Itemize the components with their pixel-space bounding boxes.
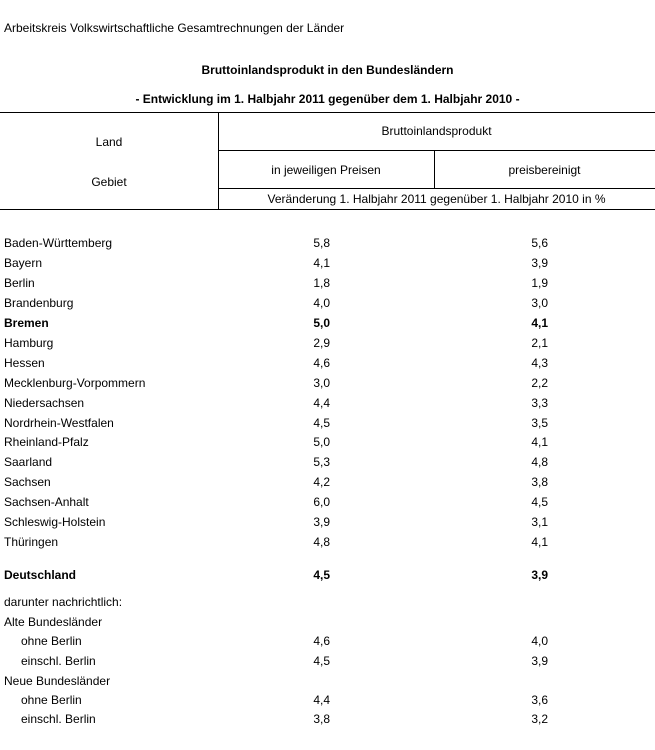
unit-row: Veränderung 1. Halbjahr 2011 gegenüber 1. Halbjahr 2010 in %	[267, 192, 606, 206]
value-real: 2,1	[531, 336, 548, 350]
row-label: Berlin	[4, 276, 35, 290]
table-row	[0, 475, 655, 494]
value-nominal: 4,5	[313, 654, 330, 668]
table-row	[0, 693, 655, 712]
value-real: 3,2	[531, 712, 548, 726]
table-row	[0, 276, 655, 295]
organisation-line: Arbeitskreis Volkswirtschaftliche Gesamtrechnungen der Länder	[4, 21, 345, 35]
row-label: Rheinland-Pfalz	[4, 435, 89, 449]
table-row	[0, 396, 655, 415]
value-nominal: 4,5	[313, 568, 330, 582]
value-real: 3,6	[531, 693, 548, 707]
row-label: Schleswig-Holstein	[4, 515, 106, 529]
col-header-real: preisbereinigt	[508, 163, 581, 177]
value-nominal: 5,3	[313, 455, 330, 469]
value-nominal: 4,1	[313, 256, 330, 270]
memo-label-row	[0, 595, 655, 614]
value-nominal: 6,0	[313, 495, 330, 509]
table-row-total	[0, 568, 655, 587]
value-real: 1,9	[531, 276, 548, 290]
value-real: 2,2	[531, 376, 548, 390]
value-nominal: 4,0	[313, 296, 330, 310]
value-nominal: 3,0	[313, 376, 330, 390]
row-label: Brandenburg	[4, 296, 74, 310]
value-nominal: 1,8	[313, 276, 330, 290]
col-header-gebiet: Gebiet	[91, 175, 127, 189]
value-real: 3,9	[531, 256, 548, 270]
value-nominal: 4,6	[313, 634, 330, 648]
value-nominal: 4,4	[313, 693, 330, 707]
table-title: Bruttoinlandsprodukt in den Bundesländern	[201, 63, 454, 77]
value-real: 3,5	[531, 416, 548, 430]
row-label: einschl. Berlin	[21, 712, 96, 726]
row-label: Sachsen	[4, 475, 51, 489]
value-nominal: 5,0	[313, 316, 330, 330]
header-unit-rule	[218, 188, 655, 189]
value-real: 4,1	[531, 435, 548, 449]
table-subtitle: - Entwicklung im 1. Halbjahr 2011 gegenüber dem 1. Halbjahr 2010 -	[135, 92, 520, 106]
value-nominal: 4,8	[313, 535, 330, 549]
header-mid-rule	[218, 150, 655, 151]
table-row	[0, 712, 655, 731]
row-label: Saarland	[4, 455, 53, 469]
value-nominal: 4,4	[313, 396, 330, 410]
value-nominal: 5,8	[313, 236, 330, 250]
row-label: Baden-Württemberg	[4, 236, 113, 250]
table-row	[0, 634, 655, 653]
row-label: Mecklenburg-Vorpommern	[4, 376, 146, 390]
col-header-nominal: in jeweiligen Preisen	[271, 163, 381, 177]
table-row	[0, 535, 655, 554]
row-label: Niedersachsen	[4, 396, 85, 410]
table-row	[0, 515, 655, 534]
value-real: 4,1	[531, 535, 548, 549]
col-header-land: Land	[95, 135, 123, 149]
row-label: Thüringen	[4, 535, 59, 549]
value-nominal: 4,6	[313, 356, 330, 370]
value-real: 3,9	[531, 568, 548, 582]
table-row	[0, 356, 655, 375]
value-real: 3,9	[531, 654, 548, 668]
row-label: Deutschland	[4, 568, 77, 582]
table-row	[0, 256, 655, 275]
row-label: Sachsen-Anhalt	[4, 495, 89, 509]
table-row	[0, 495, 655, 514]
group-label-row	[0, 674, 655, 693]
row-label: Bremen	[4, 316, 49, 330]
table-row	[0, 455, 655, 474]
row-label: einschl. Berlin	[21, 654, 96, 668]
value-real: 3,8	[531, 475, 548, 489]
table-row	[0, 435, 655, 454]
table-row	[0, 654, 655, 673]
row-label: Hessen	[4, 356, 45, 370]
value-real: 4,5	[531, 495, 548, 509]
header-bottom-rule	[0, 209, 655, 210]
value-real: 4,8	[531, 455, 548, 469]
value-nominal: 3,8	[313, 712, 330, 726]
value-real: 5,6	[531, 236, 548, 250]
value-nominal: 4,5	[313, 416, 330, 430]
table-row	[0, 376, 655, 395]
value-nominal: 4,2	[313, 475, 330, 489]
group-label-row	[0, 615, 655, 634]
row-label: Hamburg	[4, 336, 54, 350]
value-real: 3,1	[531, 515, 548, 529]
value-nominal: 3,9	[313, 515, 330, 529]
col-header-group: Bruttoinlandsprodukt	[381, 124, 492, 138]
table-row	[0, 296, 655, 315]
value-nominal: 2,9	[313, 336, 330, 350]
group-label-neue: Neue Bundesländer	[4, 674, 111, 688]
row-label: Bayern	[4, 256, 43, 270]
value-real: 3,0	[531, 296, 548, 310]
group-label-alte: Alte Bundesländer	[4, 615, 103, 629]
value-real: 4,1	[531, 316, 548, 330]
value-real: 4,0	[531, 634, 548, 648]
row-label: ohne Berlin	[21, 634, 82, 648]
table-row	[0, 236, 655, 255]
value-real: 4,3	[531, 356, 548, 370]
header-top-rule	[0, 112, 655, 113]
row-label: Nordrhein-Westfalen	[4, 416, 114, 430]
value-nominal: 5,0	[313, 435, 330, 449]
table-row	[0, 416, 655, 435]
table-row	[0, 336, 655, 355]
row-label: ohne Berlin	[21, 693, 82, 707]
value-real: 3,3	[531, 396, 548, 410]
memo-label: darunter nachrichtlich:	[4, 595, 123, 609]
table-row-highlight	[0, 316, 655, 335]
